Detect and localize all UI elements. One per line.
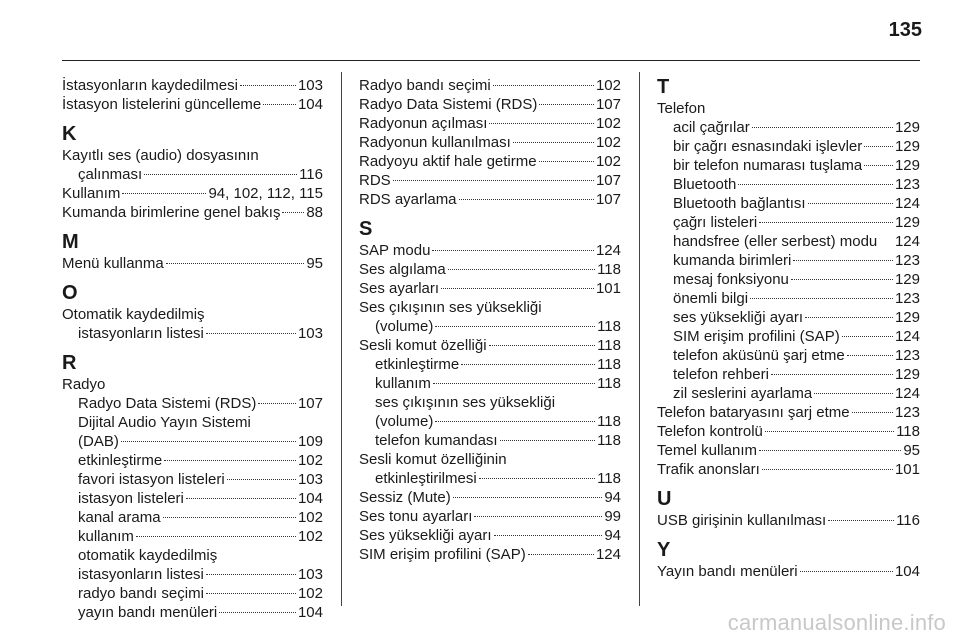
index-entry xyxy=(657,384,920,403)
dot-leader xyxy=(750,298,893,299)
entry-text: Dijital Audio Yayın Sistemi xyxy=(78,414,251,431)
entry-text: SIM erişim profilini (SAP) xyxy=(673,328,840,345)
entry-text: Radyo Data Sistemi (RDS) xyxy=(359,96,538,113)
entry-page: 129 xyxy=(894,157,920,174)
entry-page: 116 xyxy=(299,166,323,183)
entry-page: 94 xyxy=(604,489,621,506)
entry-page: 102 xyxy=(595,77,621,94)
entry-page: 102 xyxy=(595,134,621,151)
entry-page: 118 xyxy=(597,261,621,278)
entry-page: 129 xyxy=(894,366,920,383)
dot-leader xyxy=(513,142,594,143)
index-entry xyxy=(359,133,621,152)
index-entry xyxy=(62,254,323,273)
index-entry xyxy=(62,565,323,584)
dot-leader xyxy=(864,146,893,147)
dot-leader xyxy=(479,478,595,479)
dot-leader xyxy=(539,161,594,162)
section-letter: U xyxy=(657,488,672,510)
entry-text: Bluetooth xyxy=(673,176,737,193)
index-entry xyxy=(359,190,621,209)
dot-leader xyxy=(500,440,596,441)
dot-leader xyxy=(765,431,894,432)
dot-leader xyxy=(432,250,594,251)
dot-leader xyxy=(762,469,893,470)
entry-text: otomatik kaydedilmiş xyxy=(78,547,218,564)
dot-leader xyxy=(771,374,893,375)
entry-page: 129 xyxy=(894,214,920,231)
entry-page: 129 xyxy=(894,119,920,136)
entry-text: (DAB) xyxy=(78,433,119,450)
entry-page: 124 xyxy=(595,242,621,259)
index-entry xyxy=(62,527,323,546)
index-entry xyxy=(657,327,920,346)
dot-leader xyxy=(791,279,893,280)
entry-text: USB girişinin kullanılması xyxy=(657,512,827,529)
dot-leader xyxy=(219,612,296,613)
index-entry xyxy=(359,431,621,450)
entry-page: 102 xyxy=(297,452,323,469)
dot-leader xyxy=(539,104,594,105)
entry-page: 129 xyxy=(894,138,920,155)
index-entry xyxy=(62,451,323,470)
dot-leader xyxy=(461,364,595,365)
dot-leader xyxy=(122,193,206,194)
entry-text: önemli bilgi xyxy=(673,290,749,307)
dot-leader xyxy=(847,355,893,356)
entry-page: 102 xyxy=(297,528,323,545)
index-entry xyxy=(359,241,621,260)
entry-text: zil seslerini ayarlama xyxy=(673,385,813,402)
section-letter: M xyxy=(62,231,79,253)
entry-text: Telefon kontrolü xyxy=(657,423,763,440)
entry-text: kanal arama xyxy=(78,509,161,526)
entry-page: 123 xyxy=(894,290,920,307)
dot-leader xyxy=(206,333,296,334)
dot-leader xyxy=(121,441,296,442)
entry-text: telefon kumandası xyxy=(375,432,498,449)
entry-page: 118 xyxy=(597,356,621,373)
entry-page: 107 xyxy=(297,395,323,412)
index-entry xyxy=(62,203,323,222)
index-entry xyxy=(359,260,621,279)
entry-text: favori istasyon listeleri xyxy=(78,471,225,488)
entry-page: 95 xyxy=(306,255,323,272)
index-column-1 xyxy=(62,76,323,631)
entry-text: ses çıkışının ses yüksekliği xyxy=(375,394,556,411)
index-entry xyxy=(359,469,621,488)
entry-text: Kumanda birimlerine genel bakış xyxy=(62,204,281,221)
entry-page: 124 xyxy=(894,385,920,402)
entry-page: 118 xyxy=(597,318,621,335)
entry-text: SIM erişim profilini (SAP) xyxy=(359,546,526,563)
dot-leader xyxy=(489,123,594,124)
section-letter: Y xyxy=(657,539,671,561)
column-divider xyxy=(639,72,640,606)
index-entry xyxy=(657,175,920,194)
index-entry xyxy=(359,317,621,336)
entry-text: Trafik anonsları xyxy=(657,461,760,478)
dot-leader xyxy=(433,383,595,384)
column-divider xyxy=(341,72,342,606)
index-entry xyxy=(657,270,920,289)
entry-page: 124 xyxy=(894,195,920,212)
entry-text: istasyon listeleri xyxy=(78,490,184,507)
entry-text: Sesli komut özelliği xyxy=(359,337,487,354)
index-entry xyxy=(359,393,621,412)
entry-page: 109 xyxy=(297,433,323,450)
index-section xyxy=(62,123,323,222)
dot-leader xyxy=(759,222,893,223)
dot-leader xyxy=(474,516,602,517)
dot-leader xyxy=(435,421,595,422)
dot-leader xyxy=(441,288,594,289)
dot-leader xyxy=(166,263,305,264)
entry-page: 107 xyxy=(595,96,621,113)
entry-text: Telefon bataryasını şarj etme xyxy=(657,404,850,421)
index-entry xyxy=(657,251,920,270)
watermark: carmanualsonline.info xyxy=(727,610,946,635)
entry-text: bir çağrı esnasındaki işlevler xyxy=(673,138,863,155)
dot-leader xyxy=(864,165,893,166)
index-entry xyxy=(359,374,621,393)
index-entry xyxy=(62,394,323,413)
entry-page: 102 xyxy=(595,115,621,132)
entry-text: istasyonların listesi xyxy=(78,325,204,342)
index-entry xyxy=(359,355,621,374)
entry-page: 94, 102, 112, 115 xyxy=(208,185,323,202)
index-entry xyxy=(62,184,323,203)
entry-text: çağrı listeleri xyxy=(673,214,758,231)
index-entry xyxy=(62,146,323,165)
entry-text: Ses yüksekliği ayarı xyxy=(359,527,492,544)
index-section xyxy=(657,76,920,479)
index-entry xyxy=(62,546,323,565)
dot-leader xyxy=(805,317,893,318)
dot-leader xyxy=(163,517,296,518)
dot-leader xyxy=(852,412,893,413)
index-entry xyxy=(62,95,323,114)
entry-text: etkinleştirme xyxy=(375,356,460,373)
index-entry xyxy=(657,156,920,175)
dot-leader xyxy=(393,180,594,181)
entry-page: 124 xyxy=(894,233,920,250)
index-entry xyxy=(657,365,920,384)
entry-page: 116 xyxy=(896,512,920,529)
section-letter: R xyxy=(62,352,77,374)
index-entry xyxy=(359,412,621,431)
dot-leader xyxy=(489,345,596,346)
entry-page: 103 xyxy=(297,77,323,94)
index-entry xyxy=(62,489,323,508)
index-entry xyxy=(359,545,621,564)
entry-text: Ses algılama xyxy=(359,261,446,278)
entry-page: 107 xyxy=(595,172,621,189)
section-letter: O xyxy=(62,282,78,304)
dot-leader xyxy=(453,497,603,498)
entry-text: etkinleştirme xyxy=(78,452,163,469)
entry-page: 103 xyxy=(297,566,323,583)
index-entry xyxy=(657,441,920,460)
index-entry xyxy=(657,460,920,479)
entry-page: 123 xyxy=(894,252,920,269)
index-entry xyxy=(657,308,920,327)
index-entry xyxy=(657,511,920,530)
dot-leader xyxy=(164,460,296,461)
entry-text: istasyonların listesi xyxy=(78,566,204,583)
entry-text: (volume) xyxy=(375,318,434,335)
entry-text: kumanda birimleri xyxy=(673,252,792,269)
entry-text: Menü kullanma xyxy=(62,255,164,272)
entry-text: mesaj fonksiyonu xyxy=(673,271,789,288)
entry-text: Temel kullanım xyxy=(657,442,758,459)
entry-page: 129 xyxy=(894,309,920,326)
dot-leader xyxy=(144,174,297,175)
dot-leader xyxy=(494,535,603,536)
section-letter: K xyxy=(62,123,77,145)
entry-page: 99 xyxy=(604,508,621,525)
entry-text: acil çağrılar xyxy=(673,119,750,136)
dot-leader xyxy=(800,571,893,572)
dot-leader xyxy=(814,393,893,394)
dot-leader xyxy=(448,269,595,270)
entry-text: Kullanım xyxy=(62,185,121,202)
index-entry xyxy=(62,305,323,324)
entry-page: 103 xyxy=(297,325,323,342)
index-entry xyxy=(657,403,920,422)
dot-leader xyxy=(459,199,594,200)
index-entry xyxy=(657,137,920,156)
entry-text: radyo bandı seçimi xyxy=(78,585,204,602)
entry-page: 101 xyxy=(595,280,621,297)
entry-text: telefon rehberi xyxy=(673,366,769,383)
index-entry xyxy=(62,584,323,603)
index-section xyxy=(62,352,323,622)
index-entry xyxy=(657,422,920,441)
index-entry xyxy=(359,526,621,545)
entry-text: RDS ayarlama xyxy=(359,191,457,208)
index-entry xyxy=(359,152,621,171)
dot-leader xyxy=(227,479,296,480)
index-entry xyxy=(62,413,323,432)
index-entry xyxy=(657,99,920,118)
index-column-3 xyxy=(657,76,920,590)
index-entry xyxy=(359,95,621,114)
dot-leader xyxy=(759,450,901,451)
dot-leader xyxy=(752,127,893,128)
dot-leader xyxy=(240,85,296,86)
entry-page: 94 xyxy=(604,527,621,544)
index-section xyxy=(62,282,323,343)
dot-leader xyxy=(738,184,893,185)
entry-page: 107 xyxy=(595,191,621,208)
entry-page: 104 xyxy=(297,604,323,621)
dot-leader xyxy=(206,593,296,594)
entry-text: Radyoyu aktif hale getirme xyxy=(359,153,537,170)
index-entry xyxy=(359,507,621,526)
entry-text: Yayın bandı menüleri xyxy=(657,563,798,580)
entry-text: Radyonun açılması xyxy=(359,115,488,132)
index-section xyxy=(657,488,920,530)
entry-page: 95 xyxy=(903,442,920,459)
entry-page: 102 xyxy=(297,585,323,602)
index-entry xyxy=(359,336,621,355)
index-entry xyxy=(657,213,920,232)
entry-page: 118 xyxy=(597,375,621,392)
dot-leader xyxy=(793,260,893,261)
entry-page: 103 xyxy=(297,471,323,488)
entry-text: Bluetooth bağlantısı xyxy=(673,195,806,212)
entry-text: bir telefon numarası tuşlama xyxy=(673,157,863,174)
index-section xyxy=(359,218,621,564)
entry-text: SAP modu xyxy=(359,242,431,259)
index-entry xyxy=(359,114,621,133)
index-entry xyxy=(359,76,621,95)
entry-page: 123 xyxy=(894,404,920,421)
index-entry xyxy=(62,165,323,184)
entry-page: 129 xyxy=(894,271,920,288)
index-entry xyxy=(359,488,621,507)
dot-leader xyxy=(493,85,594,86)
dot-leader xyxy=(282,212,304,213)
entry-text: Ses tonu ayarları xyxy=(359,508,473,525)
entry-text: kullanım xyxy=(78,528,134,545)
index-entry xyxy=(657,118,920,137)
entry-text: Ses ayarları xyxy=(359,280,440,297)
entry-text: kullanım xyxy=(375,375,431,392)
index-entry xyxy=(62,603,323,622)
entry-page: 124 xyxy=(894,328,920,345)
index-entry xyxy=(62,470,323,489)
entry-page: 104 xyxy=(894,563,920,580)
entry-text: Otomatik kaydedilmiş xyxy=(62,306,205,323)
entry-page: 104 xyxy=(297,96,323,113)
entry-text: telefon aküsünü şarj etme xyxy=(673,347,845,364)
entry-text: Radyonun kullanılması xyxy=(359,134,511,151)
dot-leader xyxy=(842,336,893,337)
entry-text: Telefon xyxy=(657,100,706,117)
entry-page: 101 xyxy=(894,461,920,478)
entry-text: Radyo Data Sistemi (RDS) xyxy=(78,395,257,412)
entry-text: İstasyonların kaydedilmesi xyxy=(62,77,238,94)
entry-page: 123 xyxy=(894,347,920,364)
index-entry xyxy=(359,450,621,469)
entry-text: Radyo bandı seçimi xyxy=(359,77,491,94)
entry-page: 118 xyxy=(597,432,621,449)
dot-leader xyxy=(206,574,296,575)
entry-page: 102 xyxy=(297,509,323,526)
index-entry xyxy=(62,375,323,394)
entry-text: handsfree (eller serbest) modu xyxy=(673,233,878,250)
index-section xyxy=(62,231,323,273)
entry-text: Sessiz (Mute) xyxy=(359,489,451,506)
index-entry xyxy=(62,76,323,95)
dot-leader xyxy=(435,326,595,327)
entry-page: 118 xyxy=(896,423,920,440)
entry-page: 123 xyxy=(894,176,920,193)
index-section xyxy=(657,539,920,581)
dot-leader xyxy=(136,536,296,537)
entry-text: (volume) xyxy=(375,413,434,430)
entry-page: 118 xyxy=(597,413,621,430)
index-entry xyxy=(657,289,920,308)
index-entry xyxy=(62,432,323,451)
index-entry xyxy=(657,232,920,251)
page-number: 135 xyxy=(888,19,922,41)
entry-page: 104 xyxy=(297,490,323,507)
entry-text: Ses çıkışının ses yüksekliği xyxy=(359,299,542,316)
dot-leader xyxy=(263,104,296,105)
entry-text: yayın bandı menüleri xyxy=(78,604,218,621)
entry-text: çalınması xyxy=(78,166,143,183)
index-entry xyxy=(657,562,920,581)
dot-leader xyxy=(186,498,296,499)
index-entry xyxy=(657,346,920,365)
entry-page: 88 xyxy=(306,204,323,221)
entry-page: 118 xyxy=(597,470,621,487)
index-section xyxy=(359,76,621,209)
index-entry xyxy=(657,194,920,213)
index-section xyxy=(62,76,323,114)
entry-text: RDS xyxy=(359,172,391,189)
entry-page: 102 xyxy=(595,153,621,170)
index-entry xyxy=(62,508,323,527)
entry-text: İstasyon listelerini güncelleme xyxy=(62,96,262,113)
dot-leader xyxy=(528,554,594,555)
entry-text: ses yüksekliği ayarı xyxy=(673,309,804,326)
section-letter: T xyxy=(657,76,670,98)
index-column-2 xyxy=(359,76,621,573)
entry-text: Sesli komut özelliğinin xyxy=(359,451,507,468)
entry-text: Kayıtlı ses (audio) dosyasının xyxy=(62,147,259,164)
dot-leader xyxy=(258,403,296,404)
header-rule xyxy=(62,60,920,61)
dot-leader xyxy=(828,520,894,521)
index-entry xyxy=(62,324,323,343)
entry-page: 118 xyxy=(597,337,621,354)
index-entry xyxy=(359,298,621,317)
entry-text: Radyo xyxy=(62,376,106,393)
entry-page: 124 xyxy=(595,546,621,563)
entry-text: etkinleştirilmesi xyxy=(375,470,477,487)
index-entry xyxy=(359,279,621,298)
section-letter: S xyxy=(359,218,373,240)
index-entry xyxy=(359,171,621,190)
dot-leader xyxy=(808,203,893,204)
